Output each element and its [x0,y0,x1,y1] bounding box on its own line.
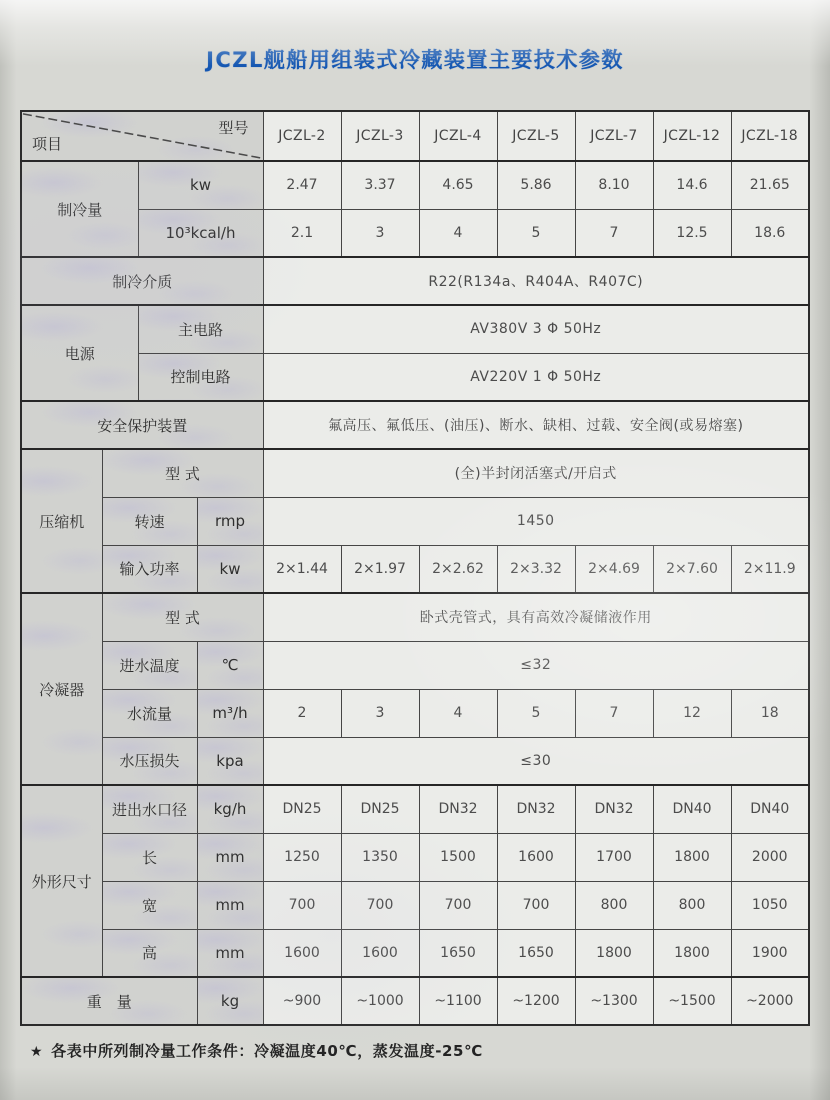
value-cell: 12 [653,689,731,737]
value-cell: 1500 [419,833,497,881]
value-cell: 5 [497,689,575,737]
value-cell: 700 [497,881,575,929]
value-cell: 14.6 [653,161,731,209]
value-cell-pressure-loss: ≤30 [263,737,809,785]
value-cell: 1050 [731,881,809,929]
model-header: JCZL-7 [575,111,653,161]
value-cell: 21.65 [731,161,809,209]
value-cell: 2×7.60 [653,545,731,593]
sub-label-speed: 转速 [102,497,197,545]
value-cell: 2×3.32 [497,545,575,593]
value-cell: ~2000 [731,977,809,1025]
value-cell: 18 [731,689,809,737]
sub-label-water-flow: 水流量 [102,689,197,737]
model-header: JCZL-2 [263,111,341,161]
row-label-refrigerant: 制冷介质 [21,257,263,305]
row-label-power: 电源 [21,305,138,401]
value-cell: 1800 [575,929,653,977]
value-cell: DN32 [497,785,575,833]
value-cell: 1900 [731,929,809,977]
sub-label-main-circuit: 主电路 [138,305,263,353]
value-cell: 7 [575,689,653,737]
value-cell: 2×1.97 [341,545,419,593]
row-label-cooling: 制冷量 [21,161,138,257]
value-cell-safety: 氟高压、氟低压、(油压)、断水、缺相、过载、安全阀(或易熔塞) [263,401,809,449]
value-cell: 700 [263,881,341,929]
corner-model-label: 型号 [218,119,249,137]
sub-label-width: 宽 [102,881,197,929]
value-cell: DN32 [419,785,497,833]
value-cell: 5.86 [497,161,575,209]
value-cell-main-circuit: AV380V 3 Φ 50Hz [263,305,809,353]
value-cell: 2×4.69 [575,545,653,593]
value-cell: 2×1.44 [263,545,341,593]
value-cell: 1600 [341,929,419,977]
value-cell: 3 [341,209,419,257]
sub-label-input-power: 输入功率 [102,545,197,593]
value-cell: ~1500 [653,977,731,1025]
model-header: JCZL-3 [341,111,419,161]
value-cell: ~1100 [419,977,497,1025]
row-label-weight: 重 量 [21,977,197,1025]
value-cell: 1600 [497,833,575,881]
value-cell: 5 [497,209,575,257]
sub-label-length: 长 [102,833,197,881]
row-label-condenser: 冷凝器 [21,593,102,785]
value-cell: 2×2.62 [419,545,497,593]
value-cell: 1600 [263,929,341,977]
value-cell: 1650 [497,929,575,977]
value-cell: 1650 [419,929,497,977]
model-header: JCZL-12 [653,111,731,161]
value-cell: 700 [419,881,497,929]
value-cell: ~900 [263,977,341,1025]
value-cell: ~1200 [497,977,575,1025]
unit-cell-kw: kw [138,161,263,209]
value-cell: 700 [341,881,419,929]
unit-cell-mm: mm [197,929,263,977]
model-header: JCZL-18 [731,111,809,161]
value-cell: 800 [575,881,653,929]
sub-label-water-port: 进出水口径 [102,785,197,833]
sub-label-inlet-temp: 进水温度 [102,641,197,689]
sub-label-compressor-type: 型 式 [102,449,263,497]
value-cell-refrigerant: R22(R134a、R404A、R407C) [263,257,809,305]
value-cell: 2 [263,689,341,737]
value-cell: 12.5 [653,209,731,257]
spec-table [20,110,810,1026]
footnote [30,1040,483,1061]
value-cell: 1350 [341,833,419,881]
unit-cell-mm: mm [197,833,263,881]
value-cell: 1800 [653,929,731,977]
unit-cell-mm: mm [197,881,263,929]
value-cell: 800 [653,881,731,929]
unit-cell-m3h: m³/h [197,689,263,737]
value-cell: 2000 [731,833,809,881]
value-cell: DN32 [575,785,653,833]
model-header: JCZL-5 [497,111,575,161]
value-cell: 1250 [263,833,341,881]
value-cell: ~1000 [341,977,419,1025]
value-cell: 2×11.9 [731,545,809,593]
value-cell-speed: 1450 [263,497,809,545]
value-cell: DN25 [341,785,419,833]
value-cell: 4 [419,209,497,257]
sub-label-condenser-type: 型 式 [102,593,263,641]
value-cell: 4 [419,689,497,737]
value-cell: 1700 [575,833,653,881]
star-icon: ★ [30,1044,44,1060]
sub-label-pressure-loss: 水压损失 [102,737,197,785]
row-label-safety: 安全保护装置 [21,401,263,449]
footnote-text: 各表中所列制冷量工作条件：冷凝温度40℃，蒸发温度-25℃ [51,1042,483,1060]
value-cell: 2.47 [263,161,341,209]
value-cell: 2.1 [263,209,341,257]
value-cell: 3 [341,689,419,737]
sub-label-height: 高 [102,929,197,977]
value-cell: DN40 [653,785,731,833]
value-cell: DN25 [263,785,341,833]
corner-cell [21,111,263,161]
unit-cell-kw2: kw [197,545,263,593]
value-cell: 1800 [653,833,731,881]
value-cell-inlet-temp: ≤32 [263,641,809,689]
unit-cell-kpa: kpa [197,737,263,785]
row-label-compressor: 压缩机 [21,449,102,593]
value-cell: 8.10 [575,161,653,209]
row-label-dimensions: 外形尺寸 [21,785,102,977]
value-cell: 4.65 [419,161,497,209]
value-cell: 18.6 [731,209,809,257]
page-title: JCZL舰船用组装式冷藏装置主要技术参数 [206,48,624,72]
sub-label-control-circuit: 控制电路 [138,353,263,401]
value-cell-compressor-type: (全)半封闭活塞式/开启式 [263,449,809,497]
unit-cell-kcal: 10³kcal/h [138,209,263,257]
value-cell: 3.37 [341,161,419,209]
value-cell-control-circuit: AV220V 1 Φ 50Hz [263,353,809,401]
value-cell: 7 [575,209,653,257]
unit-cell-kgh: kg/h [197,785,263,833]
model-header: JCZL-4 [419,111,497,161]
unit-cell-celsius: ℃ [197,641,263,689]
value-cell: DN40 [731,785,809,833]
corner-item-label: 项目 [32,135,63,153]
unit-cell-rmp: rmp [197,497,263,545]
value-cell-condenser-type: 卧式壳管式，具有高效冷凝储液作用 [263,593,809,641]
value-cell: ~1300 [575,977,653,1025]
unit-cell-kg: kg [197,977,263,1025]
